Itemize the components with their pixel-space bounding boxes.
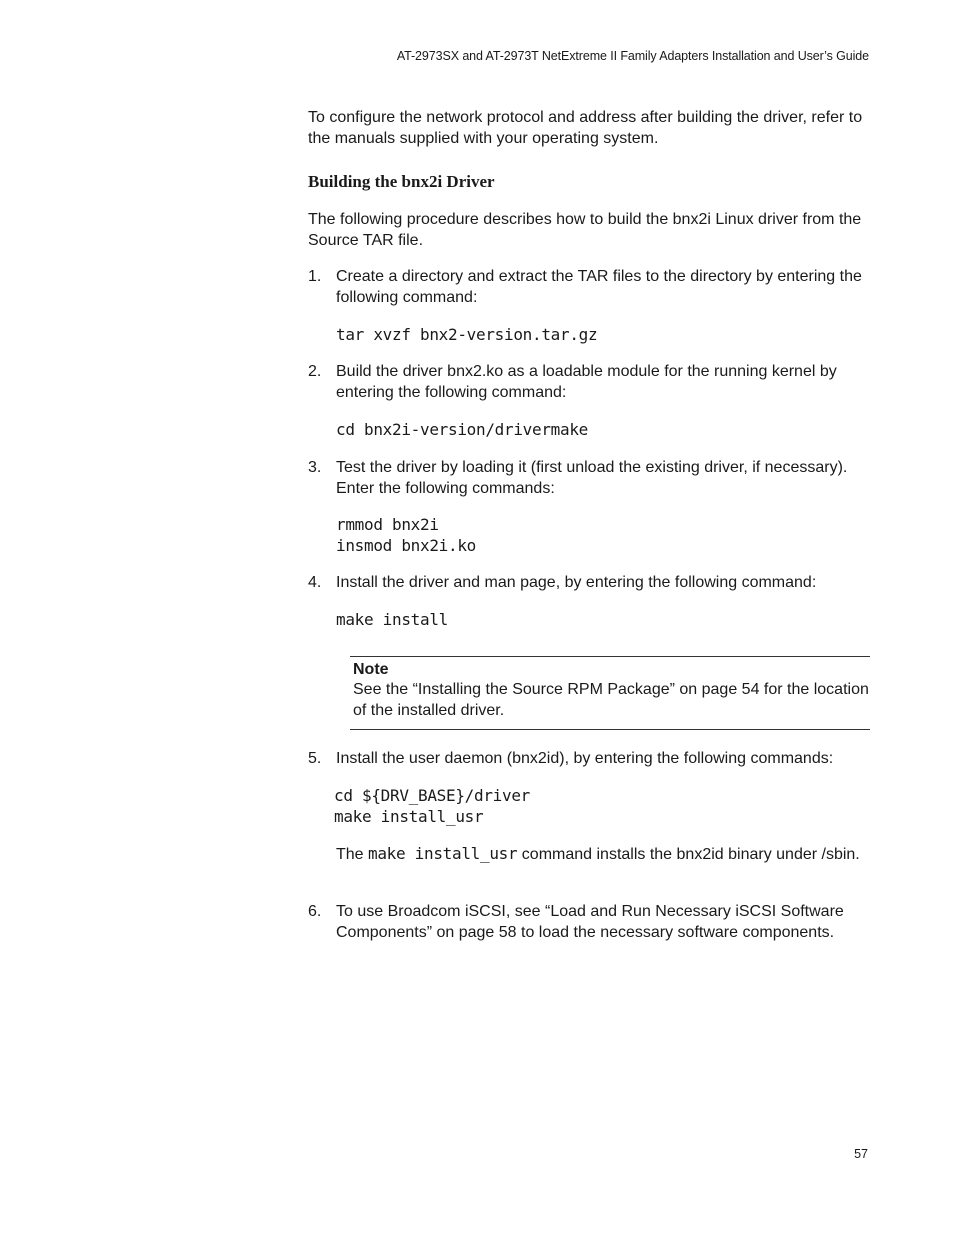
step-6-number: 6. [308, 903, 322, 920]
step-1-number: 1. [308, 268, 322, 285]
step-2-number: 2. [308, 363, 322, 380]
page-number: 57 [854, 1147, 868, 1161]
step-5-text: Install the user daemon (bnx2id), by entering the following commands: [336, 750, 834, 767]
note-title: Note [353, 661, 389, 678]
step-4-code: make install [336, 610, 448, 629]
note-box [350, 656, 870, 730]
step-5-number: 5. [308, 750, 322, 767]
step-2-text: Build the driver bnx2.ko as a loadable module for the running kernel by entering the following command: [336, 363, 837, 401]
step-5-followup-prefix: The [336, 846, 369, 863]
step-5-followup [336, 844, 871, 866]
running-header: AT-2973SX and AT-2973T NetExtreme II Family Adapters Installation and User’s Guide [396, 49, 869, 63]
step-3-code: rmmod bnx2i insmod bnx2i.ko [336, 515, 476, 555]
step-3-text: Test the driver by loading it (first unload the existing driver, if necessary). Enter the following commands: [336, 459, 848, 497]
step-1-text: Create a directory and extract the TAR files to the directory by entering the following command: [336, 268, 862, 306]
step-5-inline-code: make install_usr [368, 844, 518, 863]
step-6-text: To use Broadcom iSCSI, see “Load and Run Necessary iSCSI Software Components” on page 58 to load the necessary software components. [336, 903, 844, 941]
step-4-number: 4. [308, 574, 322, 591]
step-4-text: Install the driver and man page, by entering the following command: [336, 574, 817, 591]
intro-paragraph: To configure the network protocol and address after building the driver, refer to the manuals supplied with your operating system. [308, 109, 863, 147]
section-intro-paragraph: The following procedure describes how to build the bnx2i Linux driver from the Source TAR file. [308, 211, 862, 249]
step-3-number: 3. [308, 459, 322, 476]
note-text: See the “Installing the Source RPM Package” on page 54 for the location of the installed driver. [353, 681, 869, 719]
step-5-code: cd ${DRV_BASE}/driver make install_usr [334, 786, 530, 826]
step-5-followup-suffix: command installs the bnx2id binary under /sbin. [517, 846, 860, 863]
step-2-code: cd bnx2i-version/drivermake [336, 420, 588, 439]
step-1-code: tar xvzf bnx2-version.tar.gz [336, 325, 598, 344]
section-heading: Building the bnx2i Driver [308, 172, 495, 191]
